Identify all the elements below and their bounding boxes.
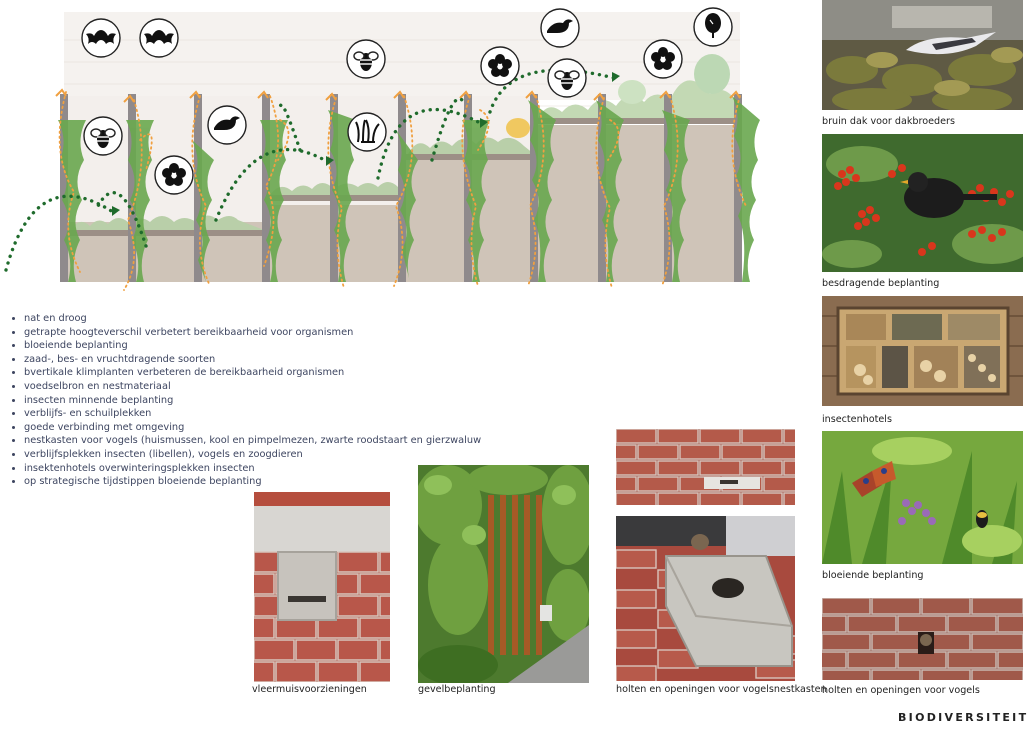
list-item: • insektenhotels overwinteringsplekken insecten	[24, 462, 481, 476]
bird-icon	[541, 9, 579, 47]
insect-hotel-photo	[822, 296, 1023, 406]
bat-icon	[82, 19, 120, 57]
list-item: • voedselbron en nestmateriaal	[24, 380, 481, 394]
berries-photo	[822, 134, 1023, 272]
flower-icon	[481, 47, 519, 85]
flower-icon	[644, 40, 682, 78]
caption-insecthotel: insectenhotels	[822, 414, 892, 425]
nest-box-photo	[616, 516, 795, 681]
caption-roof: bruin dak voor dakbroeders	[822, 116, 955, 127]
bird-icon	[208, 106, 246, 144]
caption-berries: besdragende beplanting	[822, 278, 940, 289]
nest-opening-photo	[616, 429, 795, 505]
biodiversity-section-diagram	[0, 0, 760, 300]
list-item: • nat en droog	[24, 312, 481, 326]
list-item: • zaad-, bes- en vruchtdragende soorten	[24, 353, 481, 367]
list-item: • getrapte hoogteverschil verbetert bereikbaarheid voor organismen	[24, 326, 481, 340]
caption-birdholes: holten en openingen voor vogels	[822, 685, 980, 696]
caption-flowering: bloeiende beplanting	[822, 570, 924, 581]
list-item: • bloeiende beplanting	[24, 339, 481, 353]
facade-planting-photo	[418, 465, 589, 683]
bee-icon	[347, 40, 385, 78]
bird-holes-photo	[822, 598, 1023, 680]
caption-nestbox: holten en openingen voor vogelsnestkasten	[616, 684, 827, 695]
list-item: • op strategische tijdstippen bloeiende beplanting	[24, 475, 481, 489]
list-item: • goede verbinding met omgeving	[24, 421, 481, 435]
bat-icon	[140, 19, 178, 57]
caption-bat: vleermuisvoorzieningen	[252, 684, 367, 695]
list-item: • verblijfs- en schuilplekken	[24, 407, 481, 421]
list-item: • nestkasten voor vogels (huismussen, kool en pimpelmezen, zwarte roodstaart en gierzwaluw	[24, 434, 481, 448]
flower-icon	[155, 156, 193, 194]
feature-list	[6, 312, 481, 489]
plant-icon	[348, 113, 386, 151]
page-footer-title: BIODIVERSITEIT	[898, 711, 1029, 724]
list-item: • insecten minnende beplanting	[24, 394, 481, 408]
bat-box-photo	[254, 492, 390, 682]
list-item: • bvertikale klimplanten verbeteren de bereikbaarheid organismen	[24, 366, 481, 380]
bee-icon	[548, 59, 586, 97]
bee-icon	[84, 117, 122, 155]
caption-facade: gevelbeplanting	[418, 684, 496, 695]
roof-photo	[822, 0, 1023, 110]
list-item: • verblijfsplekken insecten (libellen), vogels en zoogdieren	[24, 448, 481, 462]
flowering-photo	[822, 431, 1023, 564]
tree-icon	[694, 8, 732, 46]
